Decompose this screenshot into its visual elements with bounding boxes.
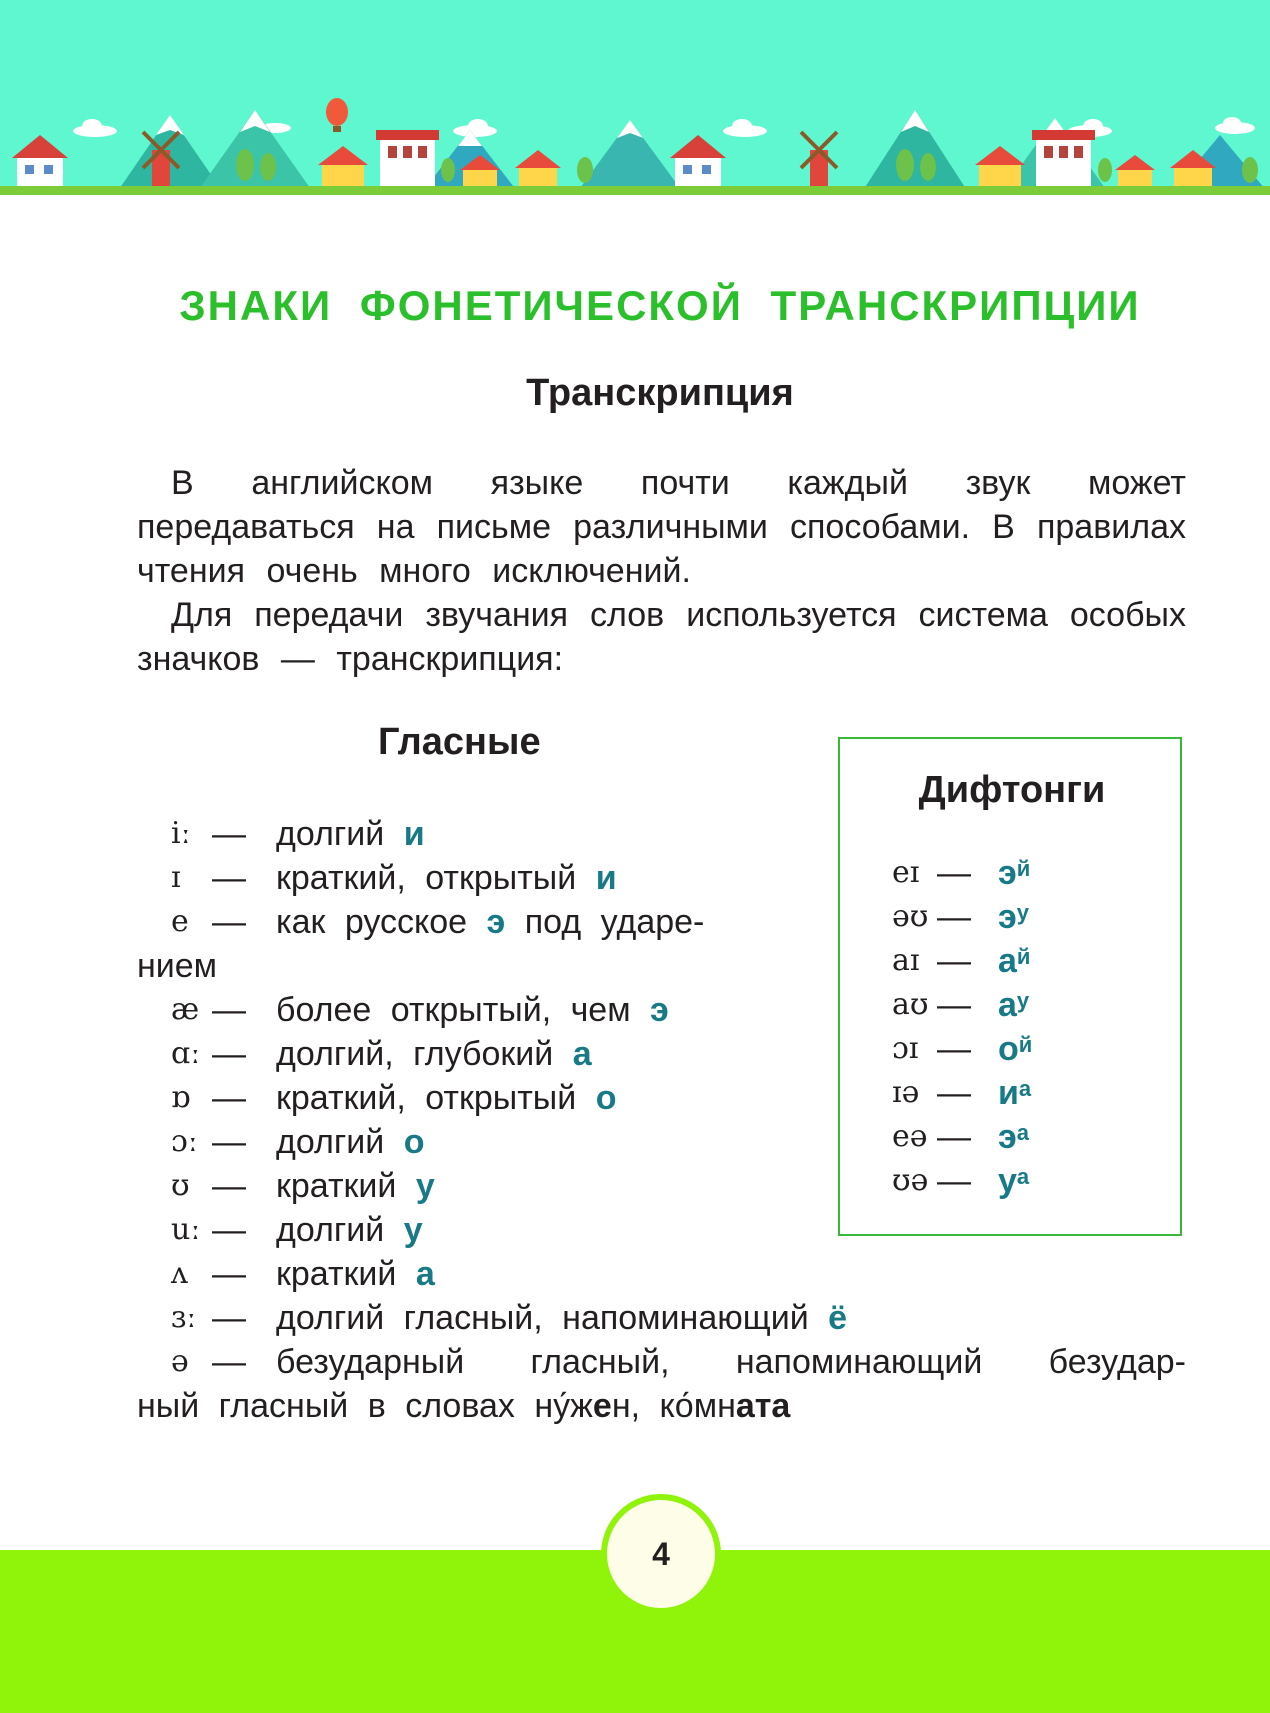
dash: —	[937, 1074, 971, 1112]
diphthongs-box	[838, 737, 1182, 1236]
vowel-russian-letter: а	[572, 1035, 592, 1073]
vowel-continuation	[137, 1384, 790, 1428]
vowel-description	[276, 1208, 423, 1252]
diphthong-russian	[998, 1159, 1029, 1203]
diphthong-symbol: eɪ	[892, 855, 920, 890]
village-landscape-illustration	[0, 0, 1270, 195]
vowel-text: краткий, открытый	[276, 859, 577, 897]
diphthong-russian	[998, 1115, 1029, 1159]
diphthong-sup: у	[1016, 988, 1030, 1013]
vowel-description	[276, 856, 617, 900]
vowel-description: безударный гласный, напоминающий безудар-	[276, 1343, 1186, 1381]
vowel-description	[276, 1076, 616, 1120]
example-part: ж	[570, 1387, 593, 1425]
vowel-symbol: ʌ	[171, 1256, 188, 1291]
dash: —	[212, 1211, 246, 1249]
dash: —	[212, 1343, 246, 1381]
dash: —	[212, 859, 246, 897]
diphthong-symbol: ʊə	[892, 1163, 929, 1198]
example-stressed-part: ата	[735, 1387, 791, 1425]
balloon-icon	[326, 98, 348, 132]
vowel-symbol: ɑː	[171, 1036, 201, 1071]
vowel-description	[276, 1120, 424, 1164]
dash: —	[937, 942, 971, 980]
diphthong-sup: а	[1018, 1076, 1032, 1101]
dash: —	[212, 903, 246, 941]
vowel-text: краткий	[276, 1167, 397, 1205]
diphthong-symbol: ɪə	[892, 1075, 920, 1110]
vowel-row	[137, 1340, 1186, 1384]
vowel-continuation: нием	[137, 947, 218, 985]
vowel-russian-letter: о	[595, 1079, 617, 1117]
vowel-row	[137, 1252, 1186, 1296]
vowel-symbol: ɜː	[171, 1300, 197, 1335]
intro-paragraph-2: Для передачи звучания слов используется система особых значков — транскрипция:	[137, 596, 1186, 678]
vowel-description	[276, 900, 704, 944]
diphthong-sup: й	[1016, 856, 1031, 881]
continuation-text: ный гласный в словах	[137, 1387, 515, 1425]
diphthong-russian	[998, 983, 1029, 1027]
intro-text	[137, 461, 1186, 681]
vowel-symbol: ɒ	[171, 1080, 191, 1115]
diphthong-letter: э	[998, 898, 1017, 936]
vowel-russian-letter: и	[595, 859, 617, 897]
dash: —	[212, 815, 246, 853]
dash: —	[212, 1079, 246, 1117]
diphthong-russian	[998, 1071, 1031, 1115]
intro-paragraph-1: В английском языке почти каждый звук может передаваться на письме различными способами. В правилах чтения очень много исключений.	[137, 464, 1186, 590]
vowel-symbol: æ	[171, 992, 200, 1027]
example-stressed-part: е	[592, 1387, 612, 1425]
diphthong-symbol: aʊ	[892, 987, 929, 1022]
vowel-text: долгий гласный, напоминающий	[276, 1299, 809, 1337]
example-part: ко́мн	[659, 1387, 736, 1425]
section-subtitle: Транскрипция	[526, 372, 794, 414]
dash: —	[212, 1299, 246, 1337]
vowel-text: долгий, глубокий	[276, 1035, 554, 1073]
diphthong-letter: и	[998, 1074, 1019, 1112]
vowel-russian-letter: у	[403, 1211, 423, 1249]
vowel-russian-letter: э	[650, 991, 669, 1029]
dash: —	[937, 854, 971, 892]
vowel-russian-letter: а	[415, 1255, 435, 1293]
dash: —	[212, 1167, 246, 1205]
diphthong-symbol: eə	[892, 1119, 928, 1154]
page-title: ЗНАКИ ФОНЕТИЧЕСКОЙ ТРАНСКРИПЦИИ	[179, 282, 1141, 329]
vowel-symbol: iː	[171, 816, 191, 851]
header-banner-illustration	[0, 0, 1270, 195]
vowel-symbol: ɔː	[171, 1124, 198, 1159]
vowel-description	[276, 1032, 592, 1076]
diphthong-russian	[998, 939, 1030, 983]
diphthong-russian	[998, 1027, 1032, 1071]
diphthong-symbol: əʊ	[892, 899, 929, 934]
vowel-russian-letter: у	[415, 1167, 435, 1205]
dash: —	[212, 1123, 246, 1161]
diphthong-sup: а	[1016, 1164, 1030, 1189]
vowel-description	[276, 1252, 435, 1296]
vowels-heading: Гласные	[378, 721, 541, 763]
dash: —	[937, 986, 971, 1024]
diphthong-letter: э	[998, 1118, 1017, 1156]
vowel-description	[276, 1164, 435, 1208]
vowel-symbol: e	[171, 904, 189, 939]
diphthong-russian	[998, 895, 1029, 939]
vowel-row	[137, 1296, 1186, 1340]
dash: —	[937, 898, 971, 936]
diphthong-letter: у	[998, 1162, 1017, 1200]
dash: —	[212, 1255, 246, 1293]
vowel-text: краткий	[276, 1255, 397, 1293]
example-word-nuzhen	[534, 1387, 640, 1425]
vowel-text: краткий, открытый	[276, 1079, 577, 1117]
diphthong-letter: а	[998, 986, 1017, 1024]
vowel-symbol: ʊ	[171, 1168, 190, 1203]
diphthong-sup: й	[1016, 944, 1031, 969]
vowel-description	[276, 1296, 847, 1340]
dash: —	[937, 1118, 971, 1156]
vowel-russian-letter: э	[486, 903, 506, 941]
vowel-russian-letter: о	[403, 1123, 425, 1161]
vowel-text: долгий	[276, 815, 385, 853]
example-part: ну́	[534, 1387, 571, 1425]
dash: —	[212, 1035, 246, 1073]
diphthong-sup: у	[1016, 900, 1030, 925]
vowel-row-continuation	[137, 1384, 1186, 1428]
vowel-symbol: ə	[171, 1344, 189, 1379]
diphthong-sup: а	[1016, 1120, 1030, 1145]
vowel-text: как русское	[276, 903, 468, 941]
vowel-text: более открытый, чем	[276, 991, 631, 1029]
diphthong-letter: э	[998, 854, 1017, 892]
vowel-russian-letter: ё	[828, 1299, 848, 1337]
dash: —	[212, 991, 246, 1029]
vowel-text: долгий	[276, 1123, 385, 1161]
page-number: 4	[601, 1494, 721, 1614]
vowel-description	[276, 812, 425, 856]
diphthong-symbol: ɔɪ	[892, 1031, 919, 1066]
diphthong-letter: а	[998, 942, 1017, 980]
vowel-description	[276, 988, 669, 1032]
diphthong-symbol: aɪ	[892, 943, 920, 978]
diphthong-russian	[998, 851, 1030, 895]
dash: —	[937, 1162, 971, 1200]
vowel-russian-letter: и	[403, 815, 425, 853]
vowel-text-after: под ударе-	[524, 903, 705, 941]
vowel-text: долгий	[276, 1211, 385, 1249]
diphthong-letter: о	[998, 1030, 1019, 1068]
diphthong-sup: й	[1018, 1032, 1033, 1057]
vowel-symbol: uː	[171, 1212, 201, 1247]
diphthongs-heading: Дифтонги	[918, 769, 1106, 811]
example-word-komnata	[660, 1387, 791, 1425]
example-part: н,	[611, 1387, 641, 1425]
dash: —	[937, 1030, 971, 1068]
vowel-symbol: ɪ	[171, 860, 181, 895]
